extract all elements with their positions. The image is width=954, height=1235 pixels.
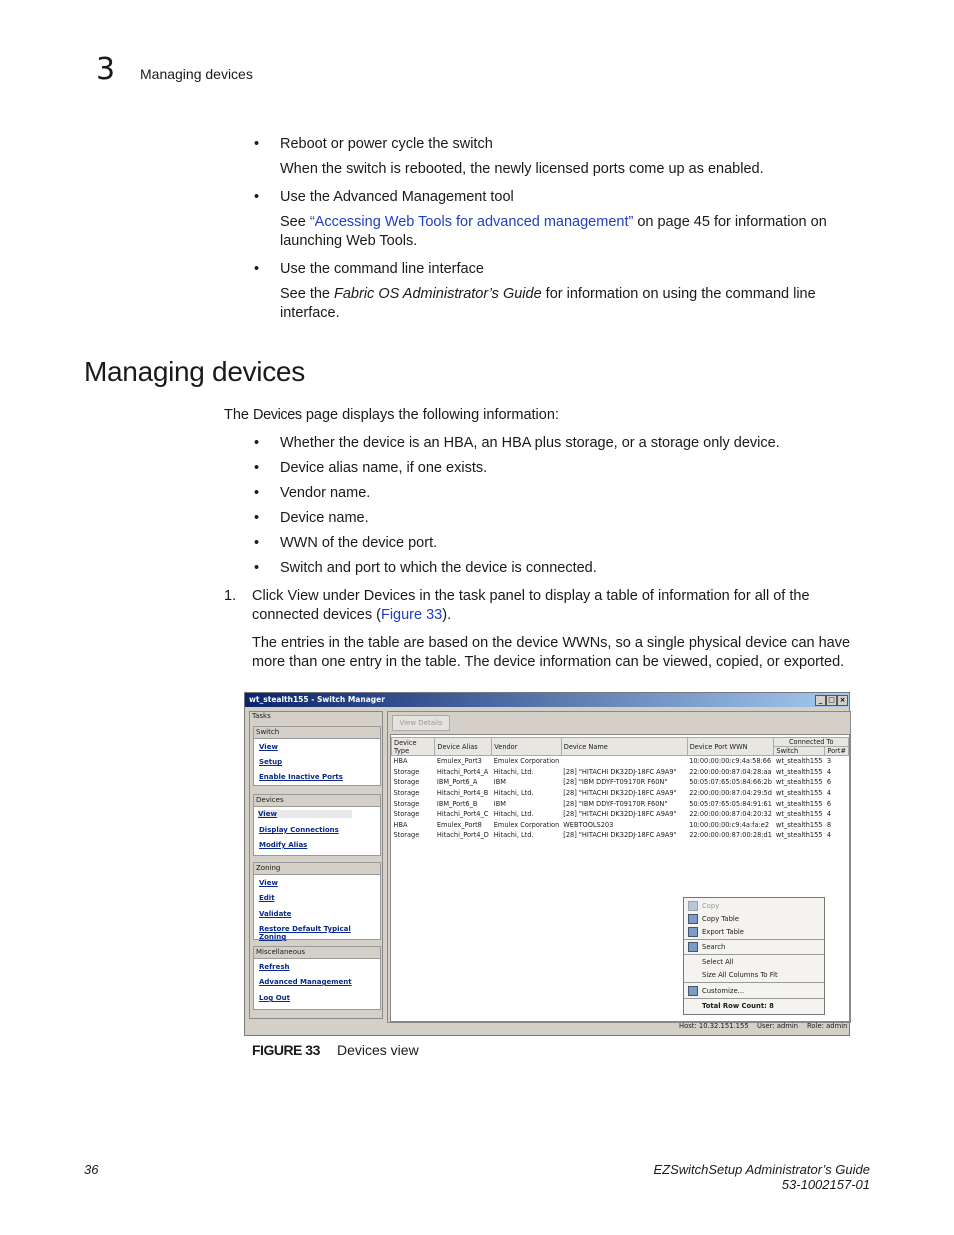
task-group-switch: Switch View Setup Enable Inactive Ports — [253, 726, 381, 786]
info-bullet: • Vendor name. — [254, 485, 371, 501]
col-switch[interactable]: Switch — [774, 747, 825, 756]
table-cell: 50:05:07:65:05:84:66:2b — [689, 778, 772, 787]
col-connected-to: Connected To — [774, 738, 849, 747]
window-title: wt_stealth155 - Switch Manager — [249, 695, 385, 704]
table-cell: HBA — [393, 757, 408, 766]
status-host: Host: 10.32.151.155 — [679, 1022, 749, 1030]
doc-number: 53-1002157-01 — [781, 1177, 870, 1192]
table-cell: 4 — [826, 789, 832, 798]
task-link-advanced-management[interactable]: Advanced Management — [259, 978, 352, 986]
task-link-refresh[interactable]: Refresh — [259, 963, 290, 971]
web-tools-link[interactable]: “Accessing Web Tools for advanced management” — [309, 214, 634, 230]
task-link-zoning-view[interactable]: View — [259, 879, 278, 887]
table-cell: 6 — [826, 778, 832, 787]
task-link-display-connections[interactable]: Display Connections — [259, 826, 339, 834]
switch-manager-window — [244, 692, 850, 1036]
table-cell: IBM — [493, 778, 506, 787]
step-number: 1. — [224, 588, 237, 604]
copy-icon — [688, 901, 698, 911]
maximize-icon[interactable]: □ — [826, 695, 837, 706]
table-cell: [28] "HITACHI DK32DJ-18FC A9A9" — [563, 810, 677, 819]
table-cell: HBA — [393, 820, 408, 829]
menu-item-export-table[interactable]: Export Table — [702, 928, 744, 936]
table-cell: Storage — [393, 810, 420, 819]
table-cell: Hitachi, Ltd. — [493, 767, 534, 776]
table-cell: Hitachi_Port4_C — [436, 810, 489, 819]
table-cell: 22:00:00:00:87:04:29:5d — [689, 789, 772, 798]
table-row[interactable] — [392, 788, 849, 799]
figure-33-link[interactable]: Figure 33 — [380, 607, 443, 623]
info-bullet: • Whether the device is an HBA, an HBA plus storage, or a storage only device. — [254, 435, 780, 451]
table-cell — [561, 756, 687, 767]
col-device-alias[interactable]: Device Alias — [435, 738, 492, 756]
info-bullet: • Device alias name, if one exists. — [254, 460, 488, 476]
task-link-restore-default-zoning[interactable]: Restore Default Typical Zoning — [259, 925, 351, 941]
col-device-type[interactable]: Device Type — [392, 738, 435, 756]
section-title: Managing devices — [84, 356, 305, 387]
table-cell: Storage — [393, 831, 420, 840]
col-vendor[interactable]: Vendor — [492, 738, 562, 756]
col-device-port-wwn[interactable]: Device Port WWN — [687, 738, 774, 756]
table-cell: 4 — [826, 831, 832, 840]
menu-item-customize[interactable]: Customize... — [702, 987, 745, 995]
table-cell: Hitachi_Port4_D — [436, 831, 489, 840]
table-cell: [28] "IBM DDYF-T09170R F60N" — [563, 799, 668, 808]
table-row[interactable] — [392, 777, 849, 788]
task-link-log-out[interactable]: Log Out — [259, 994, 290, 1002]
table-cell: Emulex_Port3 — [436, 757, 482, 766]
menu-item-size-columns[interactable]: Size All Columns To Fit — [702, 971, 778, 979]
table-cell: wt_stealth155 — [775, 831, 823, 840]
table-cell: 8 — [826, 820, 832, 829]
tasks-label: Tasks — [252, 712, 271, 720]
table-cell: WEBTOOLS203 — [563, 820, 614, 829]
devices-table — [391, 737, 849, 841]
table-row[interactable] — [392, 767, 849, 778]
table-cell: IBM — [493, 799, 506, 808]
table-cell: Hitachi_Port4_B — [436, 789, 489, 798]
bullet-advanced-mgmt: • Use the Advanced Management tool — [254, 189, 514, 205]
bullet-reboot-detail: When the switch is rebooted, the newly licensed ports come up as enabled. — [280, 161, 764, 177]
menu-item-copy[interactable]: Copy — [702, 902, 720, 910]
devices-pane — [387, 711, 851, 1023]
bullet-cli-detail: See the Fabric OS Administrator’s Guide for information on using the command line interface. — [280, 286, 816, 321]
step-1-para: The entries in the table are based on the device WWNs, so a single physical device can have more than one entry in the table. The device information can be viewed, copied, or exported. — [252, 635, 851, 670]
table-cell: [28] "HITACHI DK32DJ-18FC A9A9" — [563, 789, 677, 798]
task-link-switch-view[interactable]: View — [259, 743, 278, 751]
customize-icon — [688, 986, 698, 996]
table-cell: wt_stealth155 — [775, 757, 823, 766]
table-cell: Emulex Corporation — [493, 757, 560, 766]
bullet-advanced-mgmt-detail: See “Accessing Web Tools for advanced management” on page 45 for information on launching Web Tools. — [280, 214, 827, 249]
table-cell: wt_stealth155 — [775, 810, 823, 819]
search-icon — [688, 942, 698, 952]
table-cell: 3 — [826, 757, 832, 766]
status-user: User: admin — [757, 1022, 799, 1030]
context-menu — [683, 897, 825, 1015]
table-cell: wt_stealth155 — [775, 789, 823, 798]
table-cell: wt_stealth155 — [775, 820, 823, 829]
table-cell: Emulex_Port8 — [436, 820, 482, 829]
table-cell: Emulex Corporation — [493, 820, 560, 829]
devices-table-area — [390, 734, 850, 1022]
col-device-name[interactable]: Device Name — [561, 738, 687, 756]
table-cell: Hitachi, Ltd. — [493, 789, 534, 798]
table-cell: 22:00:00:00:87:04:20:32 — [689, 810, 772, 819]
table-row[interactable] — [392, 809, 849, 820]
table-cell: Hitachi, Ltd. — [493, 831, 534, 840]
menu-item-copy-table[interactable]: Copy Table — [702, 915, 739, 923]
table-cell: Hitachi, Ltd. — [493, 810, 534, 819]
bullet-cli: • Use the command line interface — [254, 261, 484, 277]
info-bullet: • WWN of the device port. — [254, 535, 438, 551]
figure-label: FIGURE 33 — [252, 1042, 320, 1058]
copy-table-icon — [688, 914, 698, 924]
task-group-zoning: Zoning View Edit Validate Restore Default Typical Zoning — [253, 862, 381, 940]
close-icon[interactable]: × — [837, 695, 848, 706]
table-cell: 22:00:00:00:87:00:28:d1 — [689, 831, 772, 840]
footer-title: EZSwitchSetup Administrator’s Guide 53-1002157-01 — [653, 1162, 870, 1192]
table-cell: [28] "IBM DDYF-T09170R F60N" — [563, 778, 668, 787]
col-port[interactable]: Port# — [825, 747, 849, 756]
table-cell: wt_stealth155 — [775, 778, 823, 787]
table-cell: Storage — [393, 799, 420, 808]
window-titlebar — [245, 693, 849, 707]
table-row[interactable] — [392, 756, 849, 767]
menu-item-select-all[interactable]: Select All — [702, 958, 734, 966]
task-link-edit[interactable]: Edit — [259, 894, 275, 902]
page-number: 36 — [84, 1162, 99, 1177]
table-cell: 4 — [826, 767, 832, 776]
table-row[interactable] — [392, 798, 849, 809]
table-cell: wt_stealth155 — [775, 799, 823, 808]
table-cell: 50:05:07:65:05:84:91:61 — [689, 799, 772, 808]
task-group-devices: Devices View Display Connections Modify Alias — [253, 794, 381, 856]
table-cell: Storage — [393, 767, 420, 776]
total-row-count: Total Row Count: 8 — [702, 1002, 774, 1010]
step-1-text: Click View under Devices in the task panel to display a table of information for all of the connected devices (Figure 33). — [252, 588, 810, 623]
table-cell: Storage — [393, 789, 420, 798]
menu-item-search[interactable]: Search — [702, 943, 726, 951]
table-cell: IBM_Port6_A — [436, 778, 478, 787]
info-bullet: • Switch and port to which the device is connected. — [254, 560, 597, 576]
task-link-setup[interactable]: Setup — [259, 758, 283, 766]
bullet-reboot: • Reboot or power cycle the switch — [254, 136, 493, 152]
info-bullet: • Device name. — [254, 510, 369, 526]
tasks-panel — [249, 711, 383, 1019]
task-link-devices-view[interactable]: View — [258, 810, 352, 818]
table-cell: 22:00:00:00:87:04:28:aa — [689, 767, 772, 776]
table-cell: wt_stealth155 — [775, 767, 823, 776]
table-cell: 10:00:00:00:c9:4a:fa:e2 — [689, 820, 770, 829]
export-table-icon — [688, 927, 698, 937]
view-details-button[interactable]: View Details — [392, 715, 450, 731]
table-cell: Hitachi_Port4_A — [436, 767, 489, 776]
table-cell: 4 — [826, 810, 832, 819]
table-cell: [28] "HITACHI DK32DJ-18FC A9A9" — [563, 831, 677, 840]
table-cell: 10:00:00:00:c9:4a:58:66 — [689, 757, 772, 766]
task-group-miscellaneous: Miscellaneous Refresh Advanced Management Log Out — [253, 946, 381, 1010]
status-bar — [387, 1021, 849, 1033]
table-row[interactable] — [392, 820, 849, 831]
table-cell: IBM_Port6_B — [436, 799, 478, 808]
section-intro: The Devices page displays the following information: — [224, 407, 559, 423]
table-cell: Storage — [393, 778, 420, 787]
task-link-modify-alias[interactable]: Modify Alias — [259, 841, 308, 849]
chapter-number: 3 — [96, 52, 116, 87]
task-link-validate[interactable]: Validate — [259, 910, 292, 918]
table-cell: [28] "HITACHI DK32DJ-18FC A9A9" — [563, 767, 677, 776]
status-role: Role: admin — [807, 1022, 848, 1030]
table-row[interactable] — [392, 830, 849, 841]
figure-caption: Devices view — [337, 1042, 419, 1058]
minimize-icon[interactable]: _ — [815, 695, 826, 706]
chapter-title: Managing devices — [140, 66, 253, 82]
task-link-enable-inactive-ports[interactable]: Enable Inactive Ports — [259, 773, 343, 781]
table-cell: 6 — [826, 799, 832, 808]
